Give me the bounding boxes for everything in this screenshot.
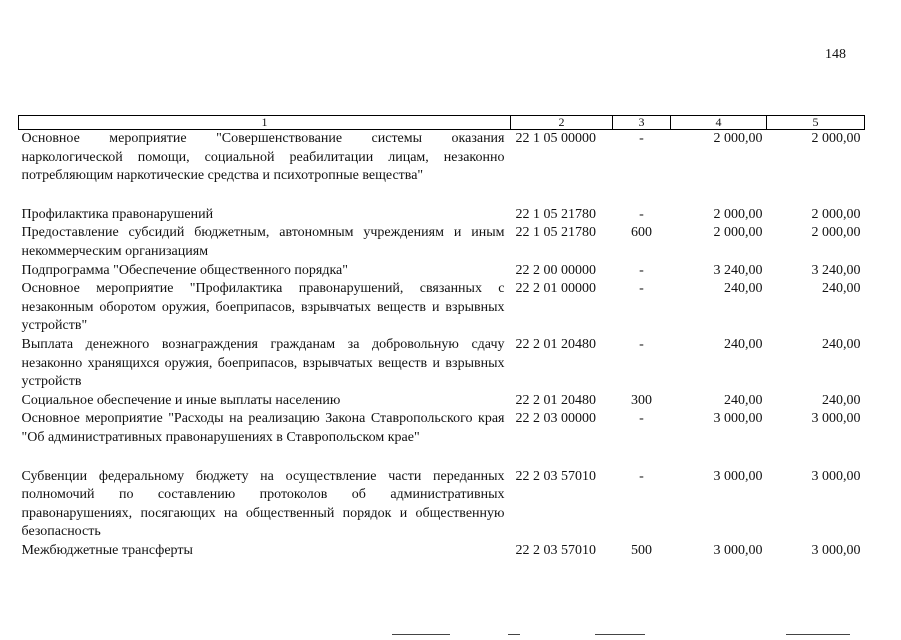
table-row: [19, 206, 865, 225]
row-vr: -: [639, 336, 644, 352]
row-name: Основное мероприятие "Профилактика правонарушений, связанных с незаконным оборотом оружия, боеприпасов, взрывчатых веществ и взрывных устройств": [21, 281, 505, 334]
row-amount-2: 3 000,00: [811, 468, 861, 484]
row-amount-1: 240,00: [724, 281, 763, 297]
row-vr: -: [639, 281, 644, 297]
row-name: Профилактика правонарушений: [21, 206, 214, 222]
row-code: 22 2 00 00000: [515, 262, 596, 278]
row-code: 22 2 01 00000: [515, 281, 596, 297]
spacer-row: [19, 186, 865, 206]
row-name: Социальное обеспечение и иные выплаты населению: [21, 392, 341, 408]
table-row: [19, 130, 865, 186]
row-name: Основное мероприятие "Расходы на реализацию Закона Ставропольского края "Об административных правонарушениях в Ставропольском крае": [21, 411, 505, 445]
row-code: 22 2 03 57010: [515, 468, 596, 484]
row-amount-1: 3 000,00: [713, 411, 763, 427]
row-amount-2: 3 240,00: [811, 262, 861, 278]
row-vr: -: [639, 262, 644, 278]
row-amount-2: 2 000,00: [811, 131, 861, 146]
table-row: [19, 542, 865, 561]
footer-dash: [786, 634, 850, 635]
row-amount-1: 240,00: [724, 336, 763, 352]
header-col-1: 1: [19, 116, 511, 130]
row-code: 22 2 01 20480: [515, 336, 596, 352]
row-amount-2: 2 000,00: [811, 225, 861, 241]
row-code: 22 2 03 00000: [515, 411, 596, 427]
row-amount-2: 240,00: [822, 281, 861, 297]
table-row: [19, 224, 865, 261]
table-row: [19, 410, 865, 447]
row-name: Субвенции федеральному бюджету на осуществление части переданных полномочий по составлению протоколов об административных правонарушениях, посягающих на общественный порядок и общественную безопасность: [21, 468, 505, 540]
footer-dash: [508, 634, 520, 635]
row-amount-2: 2 000,00: [811, 206, 861, 222]
row-name: Основное мероприятие "Совершенствование системы оказания наркологической помощи, социальной реабилитации лицам, незаконно потребляющим наркотические средства и психотропные вещества": [21, 131, 505, 184]
table-header-row: [19, 116, 865, 130]
table-row: [19, 468, 865, 542]
table-row: [19, 392, 865, 411]
table-row: [19, 262, 865, 281]
row-vr: 500: [631, 542, 652, 558]
row-name: Выплата денежного вознаграждения гражданам за добровольную сдачу незаконно хранящихся оружия, боеприпасов, взрывчатых веществ и взрывных устройств: [21, 336, 505, 390]
row-code: 22 1 05 00000: [515, 131, 596, 146]
row-amount-1: 3 000,00: [713, 542, 763, 558]
row-amount-1: 3 240,00: [713, 262, 763, 278]
row-amount-2: 3 000,00: [811, 411, 861, 427]
row-amount-2: 240,00: [822, 392, 861, 408]
footer-dash: [595, 634, 645, 635]
row-name: Предоставление субсидий бюджетным, автономным учреждениям и иным некоммерческим организациям: [21, 225, 505, 259]
row-vr: -: [639, 468, 644, 484]
row-amount-2: 240,00: [822, 336, 861, 352]
table-row: [19, 336, 865, 392]
footer-dash: [392, 634, 450, 635]
row-amount-1: 2 000,00: [713, 206, 763, 222]
spacer-row: [19, 448, 865, 468]
row-name: Межбюджетные трансферты: [21, 542, 193, 558]
header-col-5: 5: [767, 116, 865, 130]
row-amount-1: 2 000,00: [713, 131, 763, 146]
row-amount-1: 240,00: [724, 392, 763, 408]
page-number: 148: [825, 47, 846, 62]
row-code: 22 2 03 57010: [515, 542, 596, 558]
row-vr: -: [639, 131, 644, 146]
row-amount-1: 3 000,00: [713, 468, 763, 484]
row-code: 22 1 05 21780: [515, 225, 596, 241]
row-code: 22 1 05 21780: [515, 206, 596, 222]
row-vr: 600: [631, 225, 652, 241]
header-col-3: 3: [613, 116, 671, 130]
budget-table: [18, 115, 865, 560]
table-row: [19, 280, 865, 336]
row-vr: 300: [631, 392, 652, 408]
header-col-2: 2: [511, 116, 613, 130]
row-amount-2: 3 000,00: [811, 542, 861, 558]
row-vr: -: [639, 206, 644, 222]
row-code: 22 2 01 20480: [515, 392, 596, 408]
header-col-4: 4: [671, 116, 767, 130]
row-name: Подпрограмма "Обеспечение общественного порядка": [21, 262, 348, 278]
row-vr: -: [639, 411, 644, 427]
row-amount-1: 2 000,00: [713, 225, 763, 241]
